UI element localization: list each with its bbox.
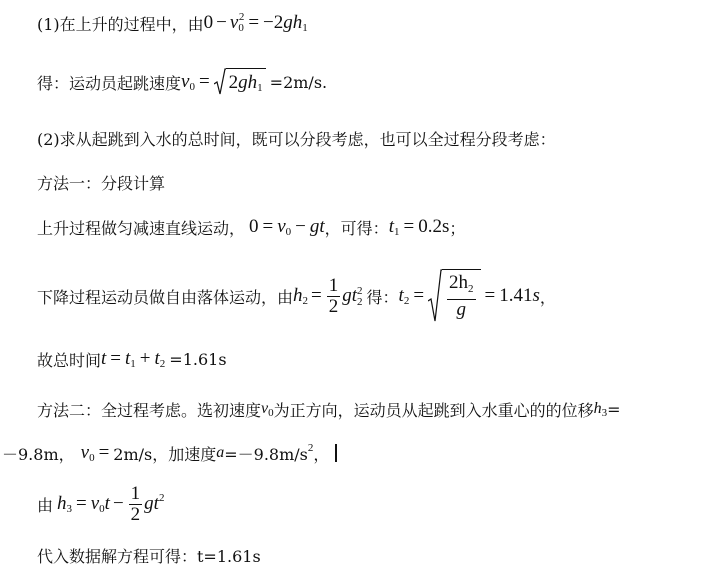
- seconds-unit: s: [532, 285, 540, 306]
- square-root: [214, 68, 266, 96]
- h-subscript: 3: [66, 503, 73, 515]
- t-subscript: 1: [393, 226, 400, 238]
- h-symbol: h: [292, 12, 303, 33]
- t-subscript: 2: [403, 295, 410, 307]
- equals-sign: =: [607, 399, 621, 419]
- v-subscript: 0: [285, 226, 292, 238]
- t-superscript: 2: [158, 492, 165, 504]
- acceleration-value: =－9.8m/s: [224, 444, 308, 464]
- t2-symbol: t: [154, 348, 160, 369]
- equals-sign: =: [248, 12, 260, 33]
- v-superscript: 2: [238, 11, 245, 23]
- v-subscript: 0: [238, 22, 244, 34]
- rhs-coefficient: −2: [263, 12, 284, 33]
- equals-sign: =: [198, 71, 210, 92]
- fraction-denominator: g: [456, 299, 467, 321]
- gt-symbol: gt: [144, 493, 159, 514]
- zero: 0: [203, 12, 214, 33]
- t-symbol: t: [388, 216, 394, 237]
- g-symbol: g: [238, 71, 248, 93]
- equals-sign: =: [484, 285, 496, 306]
- t-subscript: 2: [357, 296, 363, 308]
- total-time-value: =1.61s: [169, 349, 227, 369]
- t2-value: 1.41: [499, 285, 533, 306]
- comma: ，: [313, 444, 330, 464]
- h-symbol: h: [247, 71, 258, 93]
- h-symbol: h: [593, 400, 602, 417]
- minus-sign: −: [216, 12, 227, 33]
- h-subscript: 1: [302, 22, 308, 34]
- method-one-heading: 方法一：分段计算: [37, 173, 166, 193]
- fraction-denominator: 2: [328, 295, 339, 317]
- radical-sign-icon: [214, 68, 226, 96]
- v-symbol: v: [90, 493, 100, 514]
- equals-sign: =: [76, 493, 87, 514]
- fraction-one-half: [129, 484, 143, 525]
- comma: ，: [539, 287, 556, 307]
- line-2-result: =2m/s.: [269, 72, 328, 92]
- text-cursor[interactable]: [335, 444, 337, 462]
- t-symbol: t: [398, 285, 404, 306]
- v-symbol: v: [229, 12, 239, 33]
- line-10-text: 由: [37, 495, 54, 515]
- fraction-numerator-coefficient: 2h: [449, 271, 469, 293]
- line-1: [37, 8, 308, 38]
- line-8-middle-text: 为正方向，运动员从起跳到入水重心的的位移: [273, 400, 594, 420]
- equals-sign: =: [262, 216, 274, 237]
- v-symbol: v: [80, 442, 90, 463]
- equals-sign: =: [413, 285, 425, 306]
- minus-sign: −: [295, 216, 306, 237]
- line-11: [37, 541, 261, 569]
- v-symbol: v: [261, 400, 269, 417]
- t2-subscript: 2: [159, 358, 166, 370]
- line-3-text: (2)求从起跳到入水的总时间，既可以分段考虑，也可以全过程分段考虑：: [37, 129, 556, 149]
- h-subscript: 1: [257, 81, 263, 94]
- equals-sign: =: [98, 442, 110, 463]
- fraction-denominator: 2: [130, 503, 141, 525]
- v-subscript: 0: [189, 81, 195, 93]
- v-subscript: 0: [89, 452, 95, 464]
- t-symbol: t: [101, 348, 107, 369]
- fraction-numerator: 1: [130, 482, 141, 504]
- h-symbol: h: [57, 493, 67, 514]
- g-symbol: g: [283, 12, 293, 33]
- gt-symbol: gt: [342, 285, 358, 306]
- minus-sign: −: [112, 493, 124, 514]
- v-symbol: v: [277, 216, 286, 237]
- line-6-middle-text: 得：: [366, 287, 399, 307]
- h-subscript: 2: [468, 283, 474, 296]
- line-7-text: 故总时间: [37, 350, 102, 370]
- line-10: [37, 478, 164, 530]
- v-symbol: v: [181, 71, 190, 92]
- final-result-text: 代入数据解方程可得：t=1.61s: [37, 546, 261, 566]
- line-4: [37, 168, 165, 196]
- line-5: [37, 212, 465, 242]
- line-5-middle-text: ，可得：: [324, 218, 389, 238]
- h-subscript: 3: [601, 407, 608, 419]
- square-root: [428, 269, 481, 323]
- line-9-middle-text: 2m/s，加速度: [113, 444, 217, 464]
- gt-symbol: gt: [309, 216, 325, 237]
- v-subscript: 0: [99, 503, 105, 515]
- equals-sign: =: [403, 216, 415, 237]
- t-superscript: 2: [357, 285, 363, 297]
- radical-sign-icon: [428, 269, 442, 323]
- line-7: [37, 344, 227, 374]
- line-6-text: 下降过程运动员做自由落体运动，由: [37, 287, 294, 307]
- zero: 0: [249, 216, 259, 237]
- line-8: [37, 395, 621, 423]
- line-8-text: 方法二：全过程考虑。选初速度: [37, 400, 262, 420]
- fraction-one-half: [327, 276, 341, 317]
- line-3: [37, 124, 556, 152]
- semicolon: ；: [449, 218, 466, 238]
- equals-sign: =: [110, 348, 122, 369]
- plus-sign: +: [139, 348, 151, 369]
- line-9: [2, 438, 337, 468]
- h-subscript: 2: [302, 295, 309, 307]
- h-symbol: h: [293, 285, 303, 306]
- line-6: [37, 268, 556, 324]
- t-symbol: t: [104, 493, 110, 514]
- t1-value: 0.2s: [418, 216, 450, 237]
- line-2-text: 得：运动员起跳速度: [37, 73, 182, 93]
- t1-symbol: t: [125, 348, 131, 369]
- line-2: [37, 64, 327, 100]
- displacement-value: －9.8m，: [2, 444, 75, 464]
- fraction-2h-over-g: [447, 273, 476, 320]
- unit-superscript: 2: [307, 442, 314, 454]
- line-1-text: (1)在上升的过程中，由: [37, 14, 204, 34]
- radicand-coefficient: 2: [228, 71, 239, 93]
- a-symbol: a: [216, 444, 225, 461]
- line-5-text: 上升过程做匀减速直线运动，: [37, 218, 246, 238]
- fraction-numerator: 1: [328, 274, 339, 296]
- t1-subscript: 1: [130, 358, 136, 370]
- equals-sign: =: [311, 285, 322, 306]
- v-subscript: 0: [268, 407, 274, 419]
